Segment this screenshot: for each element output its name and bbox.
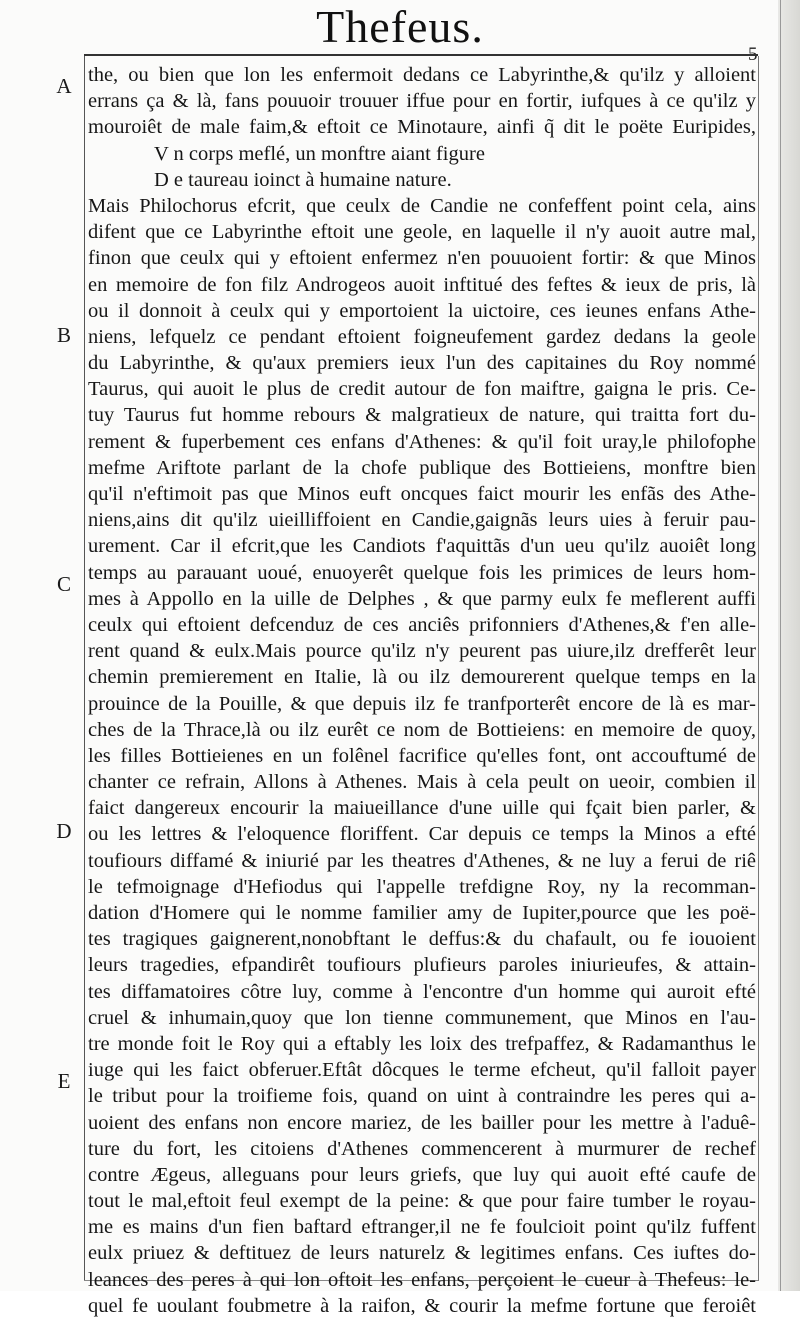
text-line: Mais Philochorus efcrit, que ceulx de Candie ne confeffent point cela, ains (88, 194, 756, 217)
text-line: toufiours diffamé & iniurié par les theatres d'Athenes, & ne luy a ferui de riê (88, 849, 756, 872)
page-edge-line (780, 0, 781, 1291)
text-line: chemin premierement en Italie, là ou ilz demourerent quelque temps en la (88, 666, 756, 689)
right-rule (758, 56, 759, 1281)
text-line: du Labyrinthe, & qu'aux premiers ieux l'un des capitaines du Roy nommé (88, 352, 756, 375)
text-line: errans ça & là, fans pouuoir trouuer iffue pour en fortir, iufques à ce qu'ilz y (88, 90, 756, 113)
margin-letter-a: A (56, 74, 72, 98)
text-line: urement. Car il efcrit,que les Candiots f'aquittãs d'un ueu qu'ilz auoiêt long (88, 535, 756, 558)
text-line: les filles Bottieienes en un folênel facrifice qu'elles font, ont accouftumé de (88, 744, 756, 767)
text-line: le tribut pour la troifieme fois, quand on uint à contraindre les peres qui a- (88, 1085, 756, 1108)
text-line: tre monde foit le Roy qui a eftably les loix des trefpaffez, & Radamanthus le (88, 1032, 756, 1055)
text-line: le tefmoignage d'Hefiodus qui l'appelle trefdigne Roy, ny la recomman- (88, 875, 756, 898)
margin-letter-c: C (56, 572, 71, 596)
left-rule (84, 56, 85, 1281)
text-line: iuge qui les faict obferuer.Eftât dôcques le terme efcheut, qu'il falloit payer (88, 1059, 756, 1082)
text-line: uoient des enfans non encore mariez, de les bailler pour les mettre à l'aduê- (88, 1111, 756, 1134)
text-line: niens,ains dit qu'ilz uieilliffoient en Candie,gaignãs leurs uies à feruir pau- (88, 509, 756, 532)
verse-line: V n corps meflé, un monftre aiant figure (154, 142, 485, 165)
text-line: rement & fuperbement ces enfans d'Athenes: & qu'il foit uray,le philofophe (88, 430, 756, 453)
page-edge-shadow (778, 0, 800, 1291)
text-line: qu'il n'eftimoit pas que Minos euft oncques faict mourir les enfãs des Athe- (88, 483, 756, 505)
text-line: faict dangereux encourir la maiueillance d'une uille qui fçait bien parler, & (88, 797, 756, 820)
text-line: niens, lefquelz ce pendant eftoient foigneufement gardez dedans la geole (88, 325, 756, 348)
text-line: leurs tragedies, efpandirêt toufiours plufieurs paroles iniurieufes, & attain- (88, 954, 756, 977)
margin-letter-d: D (56, 819, 72, 843)
margin-letter-e: E (57, 1069, 71, 1093)
text-line: tes diffamatoires côtre luy, comme à l'encontre d'un homme qui auroit efté (88, 980, 756, 1003)
text-line: en memoire de fon filz Androgeos auoit inftitué des feftes & ieux de pris, là (88, 273, 756, 296)
text-line: tes tragiques gaignerent,nonobftant le deffus:& du chafault, ou fe iouoient (88, 928, 756, 951)
text-line: tuy Taurus fut homme rebours & malgratieux de nature, qui traitta fort du- (88, 404, 756, 427)
text-line: ceulx qui eftoient defcenduz de ces anciês prifonniers d'Athenes,& f'en alle- (88, 613, 756, 636)
text-line: ches de la Thrace,là ou ilz eurêt ce nom de Bottieiens: en memoire de quoy, (88, 718, 756, 741)
text-line: contre Ægeus, alleguans pour leurs griefs, que luy qui auoit efté caufe de (88, 1163, 756, 1186)
text-line: ou les lettres & l'eloquence floriffent. Car depuis ce temps la Minos a efté (88, 823, 756, 846)
text-line: the, ou bien que lon les enfermoit dedans ce Labyrinthe,& qu'ilz y alloient (88, 64, 756, 86)
text-line: prouince de la Pouille, & que depuis ilz fe tranfporterêt encore de là es mar- (88, 692, 756, 715)
text-line: dation d'Homere qui le nomme familier amy de Iupiter,pource que les poë- (88, 902, 756, 924)
text-line: ou il donnoit à ceulx qui y emportoient la uictoire, ces ieunes enfans Athe- (88, 299, 756, 322)
text-line: mefme Ariftote parlant de la chofe publique des Bottieiens, monftre bien (88, 456, 756, 479)
text-line: difent que ce Labyrinthe eftoit une geole, en laquelle il n'y auoit autre mal, (88, 221, 756, 244)
running-title: Thefeus. (316, 1, 484, 52)
text-line: cruel & inhumain,quoy que lon tienne communement, que Minos en l'au- (88, 1006, 756, 1029)
text-line: finon que ceulx qui y eftoient enfermez n'en pouuoient fortir: & que Minos (88, 247, 756, 270)
top-rule (84, 54, 758, 56)
text-line: tout le mal,eftoit feul exempt de la peine: & que pour faire tumber le royau- (88, 1190, 756, 1213)
text-line: ture du fort, les citoiens d'Athenes commencerent à murmurer de rechef (88, 1137, 756, 1160)
text-line: mes à Appollo en la uille de Delphes , & que parmy eulx fe meflerent auffi (88, 587, 756, 610)
text-line: quel fe uoulant foubmetre à la raifon, & courir la mefme fortune que feroiêt (88, 1294, 756, 1317)
text-line: leances des peres à qui lon oftoit les enfans, perçoient le cueur à Thefeus: le- (88, 1268, 756, 1291)
text-line: rent quand & eulx.Mais pource qu'ilz n'y peurent pas uiure,ilz drefferêt leur (88, 640, 756, 663)
text-line: mouroiêt de male faim,& eftoit ce Minotaure, ainfi q̃ dit le poëte Euripides, (88, 116, 756, 139)
text-line: Taurus, qui auoit le plus de credit autour de fon maiftre, gaigna le pris. Ce- (88, 378, 756, 401)
body-text (88, 62, 756, 1319)
margin-letter-b: B (56, 323, 71, 347)
text-line: chanter ce refrain, Allons à Athenes. Mais à cela peult on ueoir, combien il (88, 771, 756, 794)
text-line: me es mains d'un fien baftard eftranger,il ne fe foulcioit point qu'ilz fuffent (88, 1216, 756, 1239)
text-line: temps au parauant uoué, enuoyerêt quelque fois les primices de leurs hom- (88, 561, 756, 584)
verse-line: D e taureau ioinct à humaine nature. (154, 168, 452, 191)
text-line: eulx priuez & deftituez de leurs naturelz & legitimes enfans. Ces iuftes do- (88, 1242, 756, 1265)
